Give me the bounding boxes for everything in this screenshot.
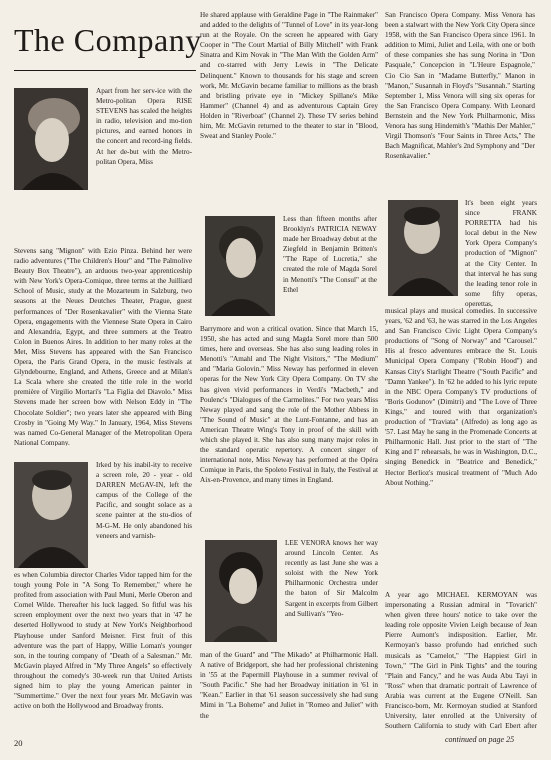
venora-bio: man of the Guard" and "The Mikado" at Philharmonic Hall. A native of Bridgeport, she had her professional christening in '55 at the Papermill Playhouse in a summer revival of "South Pacific." She had her Broadway initiation in '61 in "Kean." Earlier in that '61 season successively she had sung Mimi in "La Boheme" and Juliet in "Romeo and Juliet" with the [200, 651, 378, 720]
porretta-bio: musical plays and musical comedies. In successive years, '62 and '63, he was starred in the Los Angeles and San Francisco Civic Light Opera Company's productions of "Song of Norway" and "Carousel." His al fresco adventures embrace the St. Louis Municipal Opera Company ("Robin Hood") and Kansas City's Starlight Theatre ("South Pacific" and "Damn Yankee"). In '62 he added to his lyric repute in the NBC Opera Company's TV productions of "Boris Godunov" (Dimitri) and "The Love of Three Kings," and toured with that organization's production of "Traviata" (Alfredo) as long ago as '57. Last May he sang in the Promenade Concerts at Philharmonic Hall. Just prior to the start of "The King and I" rehearsals, he was in Washington, D.C., singing Benedick in "Beatrice and Benedick," Hector Berlioz's musical treatment of "Much Ado About Nothing." [385, 307, 537, 487]
portrait-image [14, 462, 88, 568]
page-title: The Company [14, 22, 202, 58]
photo-darren-mcgavin [14, 462, 88, 568]
stevens-bio: Stevens sang "Mignon" with Ezio Pinza. Behind her were radio adventures ("The Children's Hour" and "The Palmolive Beauty Box Theatre"), an arduous two-year apprenticeship with New York's Opera-Comique, three terms at the Juilliard School of Music, study at the Mozarteum in Salzburg, two seasons at the Neues Deutches Theater, Prague, guest performances of "Der Rosenkavalier" with the Vienna State Opera, engagements with the Viennese State Opera in Cairo and Alexandria, Egypt, and three summers at the Teatro Colon in Buenos Aires. In addition to her many roles at the Met, Miss Stevens has appeared with the San Francisco Opera, the Paris Grand Opera, in the music festivals at Glyndebourne, England, and Athens, Greece and at Milan's La Scala where she created the title role in the world première of Virgilio Mortari's "La Figlia del Diavolo." Miss Stevens made her screen bow with Nelson Eddy in "The Chocolate Soldier"; two years later she appeared with Bing Crosby in "Going My Way." In January, 1964, Miss Stevens was named Co-General Manager of the Metropolitan Opera National Company. [14, 247, 192, 446]
photo-rise-stevens [14, 88, 88, 190]
portrait-image [388, 200, 458, 296]
venora-bio-continued: San Francisco Opera Company. Miss Venora has been a stalwart with the New York City Opera since 1958, with the San Francisco Opera since 1961. In addition to Mimi, Juliet and Leila, with one or both of these companies she has sung Norina in "Don Pasquale," Concepcion in "L'Heure Espagnole," Cio Cio San in "Madame Butterfly," Manon in "Manon," Susannah in Floyd's "Susannah." Starting September 1, Miss Venora will sing six operas for the San Francisco Opera Company. With Leonard Bernstein and the New York Philharmonic, Miss Venora has sung Hindemith's "Mathis Der Mahler," Virgil Thomson's "Four Saints in Three Acts," The Bach Magnificat, Mahler's 2nd Symphony and "Der Rosenkavalier." [385, 11, 535, 161]
neway-bio: Barrymore and won a critical ovation. Since that March 15, 1950, she has acted and sung Magda Sorel more than 500 times, here and overseas. She has also sung leading roles in Menotti's "Amahl and The Night Visitors," "The Medium" and "Maria Golovin." Miss Neway has performed in eleven operas for the New York City Opera Company. On TV she has given vivid performances in Verdi's "Macbeth," and Poulenc's "Dialogues of the Carmelites." For two years Miss Neway played and sang the role of the Mother Abbess in "The Sound of Music" at the Lunt-Fontanne, and has an American Theatre Wing's Tony in proof of the skill with which she played it. She has also sung many major roles in the standard operatic repertory. A concert singer of international note, Miss Neway has performed at the Opéra Comique in Paris, the Spoleto Festival in Italy, the Festival at Aix-en-Provence, and many times in England. [200, 325, 378, 485]
continued-note: continued on page 25 [445, 735, 515, 744]
stevens-intro: Apart from her serv-ice with the Metro-politan Opera RISE STEVENS has scaled the heights in radio, television and mo-tion pictures, and earned honors in the concert and record-ing fields. At her de-but with the Metro-politan Opera, Miss [96, 87, 192, 166]
portrait-image [205, 540, 277, 642]
neway-intro: Less than fifteen months after Brooklyn's PATRICIA NEWAY made her Broadway debut at the Ziegfeld in Benjamin Britten's "The Rape of Lucretia," she created the role of Magda Sorel in Menotti's "The Consul" at the Ethel [283, 215, 377, 294]
photo-lee-venora [205, 540, 277, 642]
porretta-intro: It's been eight years since FRANK PORRETTA had his local debut in the New York Opera Company's production of "Mignon" at the City Center. In that interval he has sung the leading tenor role in some fifty operas, operettas, [465, 199, 537, 308]
portrait-image [14, 88, 88, 190]
photo-patricia-neway [205, 216, 275, 316]
mcgavin-intro: Irked by his inabil-ity to receive a screen role, 20 - year - old DARREN McGAV-IN, left the campus of the College of the Pacific, and sought solace as a scene painter at the stu-dios of M-G-M. He only abandoned his veneers and varnish- [96, 461, 192, 540]
mcgavin-bio-continued: He shared applause with Geraldine Page in "The Rainmaker" and added to the delights of "Tunnel of Love" in its year-long run at the Royale. On the screen he appeared with Gary Cooper in "The Court Martial of Billy Mitchell" with Frank Sinatra and Kim Novak in "The Man With the Golden Arm" and co-starred with Jerry Lewis in "The Delicate Delinquent." Known to thousands for his stage and screen work, Mr. McGavin became familiar to millions as the brash and bristling private eye in "Mickey Spillane's Mike Hammer" (Channel 4) and as adventurous Captain Grey Holden in "Riverboat" (Channel 2). These TV series behind him, Mr. McGavin returned to the theater to star in "Blood, Sweat and Stanley Poole." [200, 11, 378, 141]
photo-frank-porretta [388, 200, 458, 296]
portrait-image [205, 216, 275, 316]
title-rule [14, 70, 196, 71]
kermoyan-bio: A year ago MICHAEL KERMOYAN was impersonating a Russian admiral in "Tovarich" when given three hours' notice to take over the leading role opposite Vivien Leigh because of Jean Pierre Aumont's indisposition. Earlier, Mr. Kermoyan's basso profundo had enriched such musicals as "Camelot," "The Happiest Girl in Town," "The Girl in Pink Tights" and the touring "Plain and Fancy," and he was Auda Abu Tayi in "Ross" when that dramatic portrait of Lawrence of Arabia was current at the Eugene O'Neill. San Francisco-born, Mr. Kermoyan studied at Stanford University, later enrolled at the University of Southern California to study with Carl Ebert after [385, 591, 537, 731]
venora-intro: LEE VENORA knows her way around Lincoln Center. As recently as last June she was a soloist with the New York Philharmonic Orchestra under the baton of Sir Malcolm Sargent in excerpts from Gilbert and Sullivan's "Yeo- [285, 539, 378, 618]
page-number: 20 [14, 738, 23, 748]
mcgavin-bio: es when Columbia director Charles Vidor tapped him for the tough young Pole in "A Song To Remember," where he profited from association with Paul Muni, Merle Oberon and Cornel Wilde. Thereafter his luck lagged. So fitful was his screen employment over the next two years that in '47 he deserted Hollywood to study at New York's Neighborhood Playhouse under Sanford Meisner. First fruit of this adventure was the part of Happy, Willie Loman's younger son, in the touring company of "Death of a Salesman." Mr. McGavin played Alfred in "My Three Angels" so effectively throughout the comedy's 30-week run that United Artists signed him to play the young American painter in "Summertime." Over the next four years Mr. McGavin was active on both the Hollywood and Broadway fronts. [14, 571, 192, 711]
